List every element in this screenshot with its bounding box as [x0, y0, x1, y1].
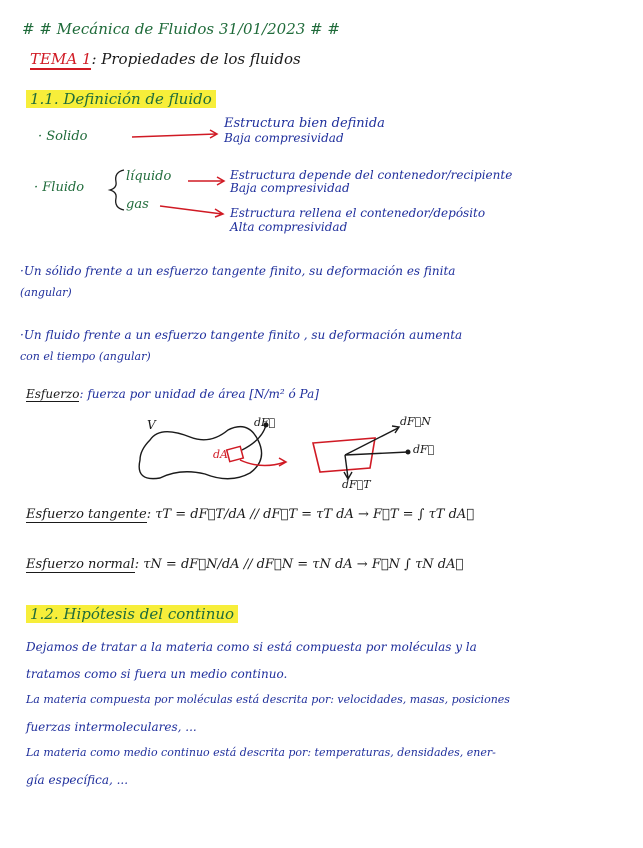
page-title: # # Mecánica de Fluidos 31/01/2023 # # [22, 20, 340, 38]
dA-patch [227, 446, 244, 461]
solido-props: Estructura bien definida Baja compresividad [224, 116, 385, 145]
v-label: V [147, 418, 156, 432]
dA-label: dA [213, 448, 228, 461]
gas-props: Estructura rellena el contenedor/depósito Alta compresividad [230, 206, 486, 234]
liquido-label: líquido [126, 169, 172, 184]
dF-right-label: dF⃗ [413, 443, 435, 456]
dF-label: dF⃗ [254, 416, 276, 429]
section-1-heading: 1.1. Definición de fluido [26, 90, 216, 108]
section-2-body [26, 634, 510, 793]
section-2-line: La materia compuesta por moléculas está descrita por: velocidades, masas, posiciones [26, 693, 510, 706]
esfuerzo-label: Esfuerzo [26, 387, 80, 401]
normal-label: Esfuerzo normal [26, 557, 135, 572]
dFN-label: dF⃗N [400, 415, 431, 428]
dFT-label: dF⃗T [342, 478, 371, 491]
bullet-solido: ·Un sólido frente a un esfuerzo tangente finito, su deformación es finita (angular) [20, 264, 456, 299]
liquido-props: Estructura depende del contenedor/recipiente Baja compresividad [230, 168, 513, 195]
bullet-fluido: ·Un fluido frente a un esfuerzo tangente finito , su deformación aumenta con el tiempo (angular) [20, 328, 463, 363]
section-2-line: La materia como medio continuo está descrita por: temperaturas, densidades, ener- [26, 746, 496, 759]
esfuerzo-normal [26, 557, 463, 572]
gas-label: gas [126, 197, 149, 212]
tangente-formula: : τT = dF⃗T/dA // dF⃗T = τT dA → F⃗T = ∫ τT dA⃗ [146, 507, 475, 522]
tema-title: : Propiedades de los fluidos [91, 50, 301, 68]
fluido-label: · Fluido [34, 180, 85, 195]
section-2-line: gía específica, ... [26, 772, 129, 787]
esfuerzo-tangente [26, 507, 474, 522]
tangente-label: Esfuerzo tangente [26, 507, 147, 522]
section-2-line: fuerzas intermoleculares, ... [26, 719, 197, 734]
surface-element [313, 438, 375, 472]
section-2-line: Dejamos de tratar a la materia como si está compuesta por moléculas y la [26, 640, 477, 654]
section-2-line: tratamos como si fuera un medio continuo. [26, 666, 288, 681]
normal-formula: : τN = dF⃗N/dA // dF⃗N = τN dA → F⃗N ∫ τN dA⃗ [134, 557, 464, 572]
section-2-heading: 1.2. Hipótesis del continuo [26, 605, 238, 623]
tema-label: TEMA 1 [30, 50, 92, 68]
fluid-body-shape [139, 427, 261, 479]
esfuerzo-def: : fuerza por unidad de área [N/m² ó Pa] [79, 387, 319, 401]
solido-label: · Solido [38, 129, 88, 144]
